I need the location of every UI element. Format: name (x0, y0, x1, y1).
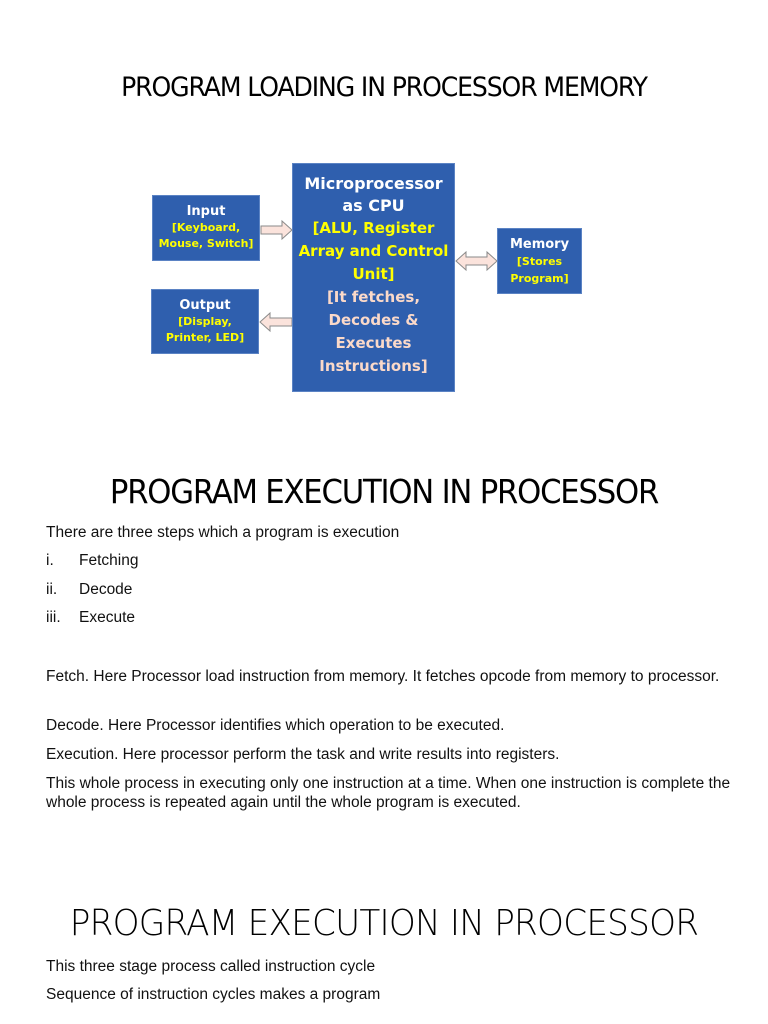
output-detail-1: [Display, (178, 315, 232, 328)
input-label: Input (186, 204, 226, 219)
step-label: Execute (79, 609, 136, 626)
step-label: Fetching (79, 552, 139, 569)
cpu-title-1: Microprocessor (304, 174, 443, 193)
section-2-title: PROGRAM EXECUTION IN PROCESSOR (109, 472, 659, 511)
cpu-to-output-arrow (260, 313, 292, 331)
fetch-paragraph: Fetch. Here Processor load instruction from memory. It fetches opcode from memory to processor. (46, 668, 720, 685)
step-item-fetching (46, 551, 138, 570)
summary-paragraph: This whole process in executing only one instruction at a time. When one instruction is complete the whole process is repeated again until the whole program is executed. (46, 775, 731, 811)
input-box (152, 195, 260, 261)
section-3-title: PROGRAM EXECUTION IN PROCESSOR (69, 903, 699, 944)
cpu-func-4: Instructions] (319, 357, 428, 375)
memory-detail-2: Program] (510, 272, 569, 285)
step-label: Decode (79, 581, 133, 598)
input-detail-2: Mouse, Switch] (158, 237, 254, 250)
output-box (151, 289, 259, 354)
cpu-func-3: Executes (335, 334, 412, 352)
cpu-func-1: [It fetches, (326, 288, 421, 306)
steps-intro: There are three steps which a program is execution (46, 524, 400, 541)
step-item-execute (46, 608, 135, 627)
step-item-decode (46, 580, 132, 599)
cpu-units-1: [ALU, Register (312, 219, 435, 237)
execution-paragraph: Execution. Here processor perform the task and write results into registers. (46, 746, 560, 763)
memory-detail-1: [Stores (516, 255, 563, 268)
memory-box (497, 228, 582, 294)
program-sequence-line: Sequence of instruction cycles makes a program (46, 986, 381, 1003)
cpu-units-2: Array and Control (298, 242, 449, 260)
step-number: i. (46, 552, 54, 569)
cpu-units-3: Unit] (352, 265, 395, 283)
input-detail-1: [Keyboard, (171, 221, 241, 234)
instruction-cycle-line: This three stage process called instruction cycle (46, 958, 376, 975)
cpu-title-2: as CPU (342, 196, 405, 215)
cpu-func-2: Decodes & (328, 311, 419, 329)
input-to-cpu-arrow (261, 221, 292, 239)
decode-paragraph: Decode. Here Processor identifies which operation to be executed. (46, 717, 505, 734)
output-label: Output (179, 298, 231, 313)
memory-label: Memory (509, 237, 570, 252)
section-1-title: PROGRAM LOADING IN PROCESSOR MEMORY (121, 72, 647, 103)
step-number: ii. (46, 581, 58, 598)
step-number: iii. (46, 609, 61, 626)
cpu-box (292, 163, 455, 392)
output-detail-2: Printer, LED] (165, 331, 245, 344)
cpu-memory-double-arrow (456, 252, 497, 270)
